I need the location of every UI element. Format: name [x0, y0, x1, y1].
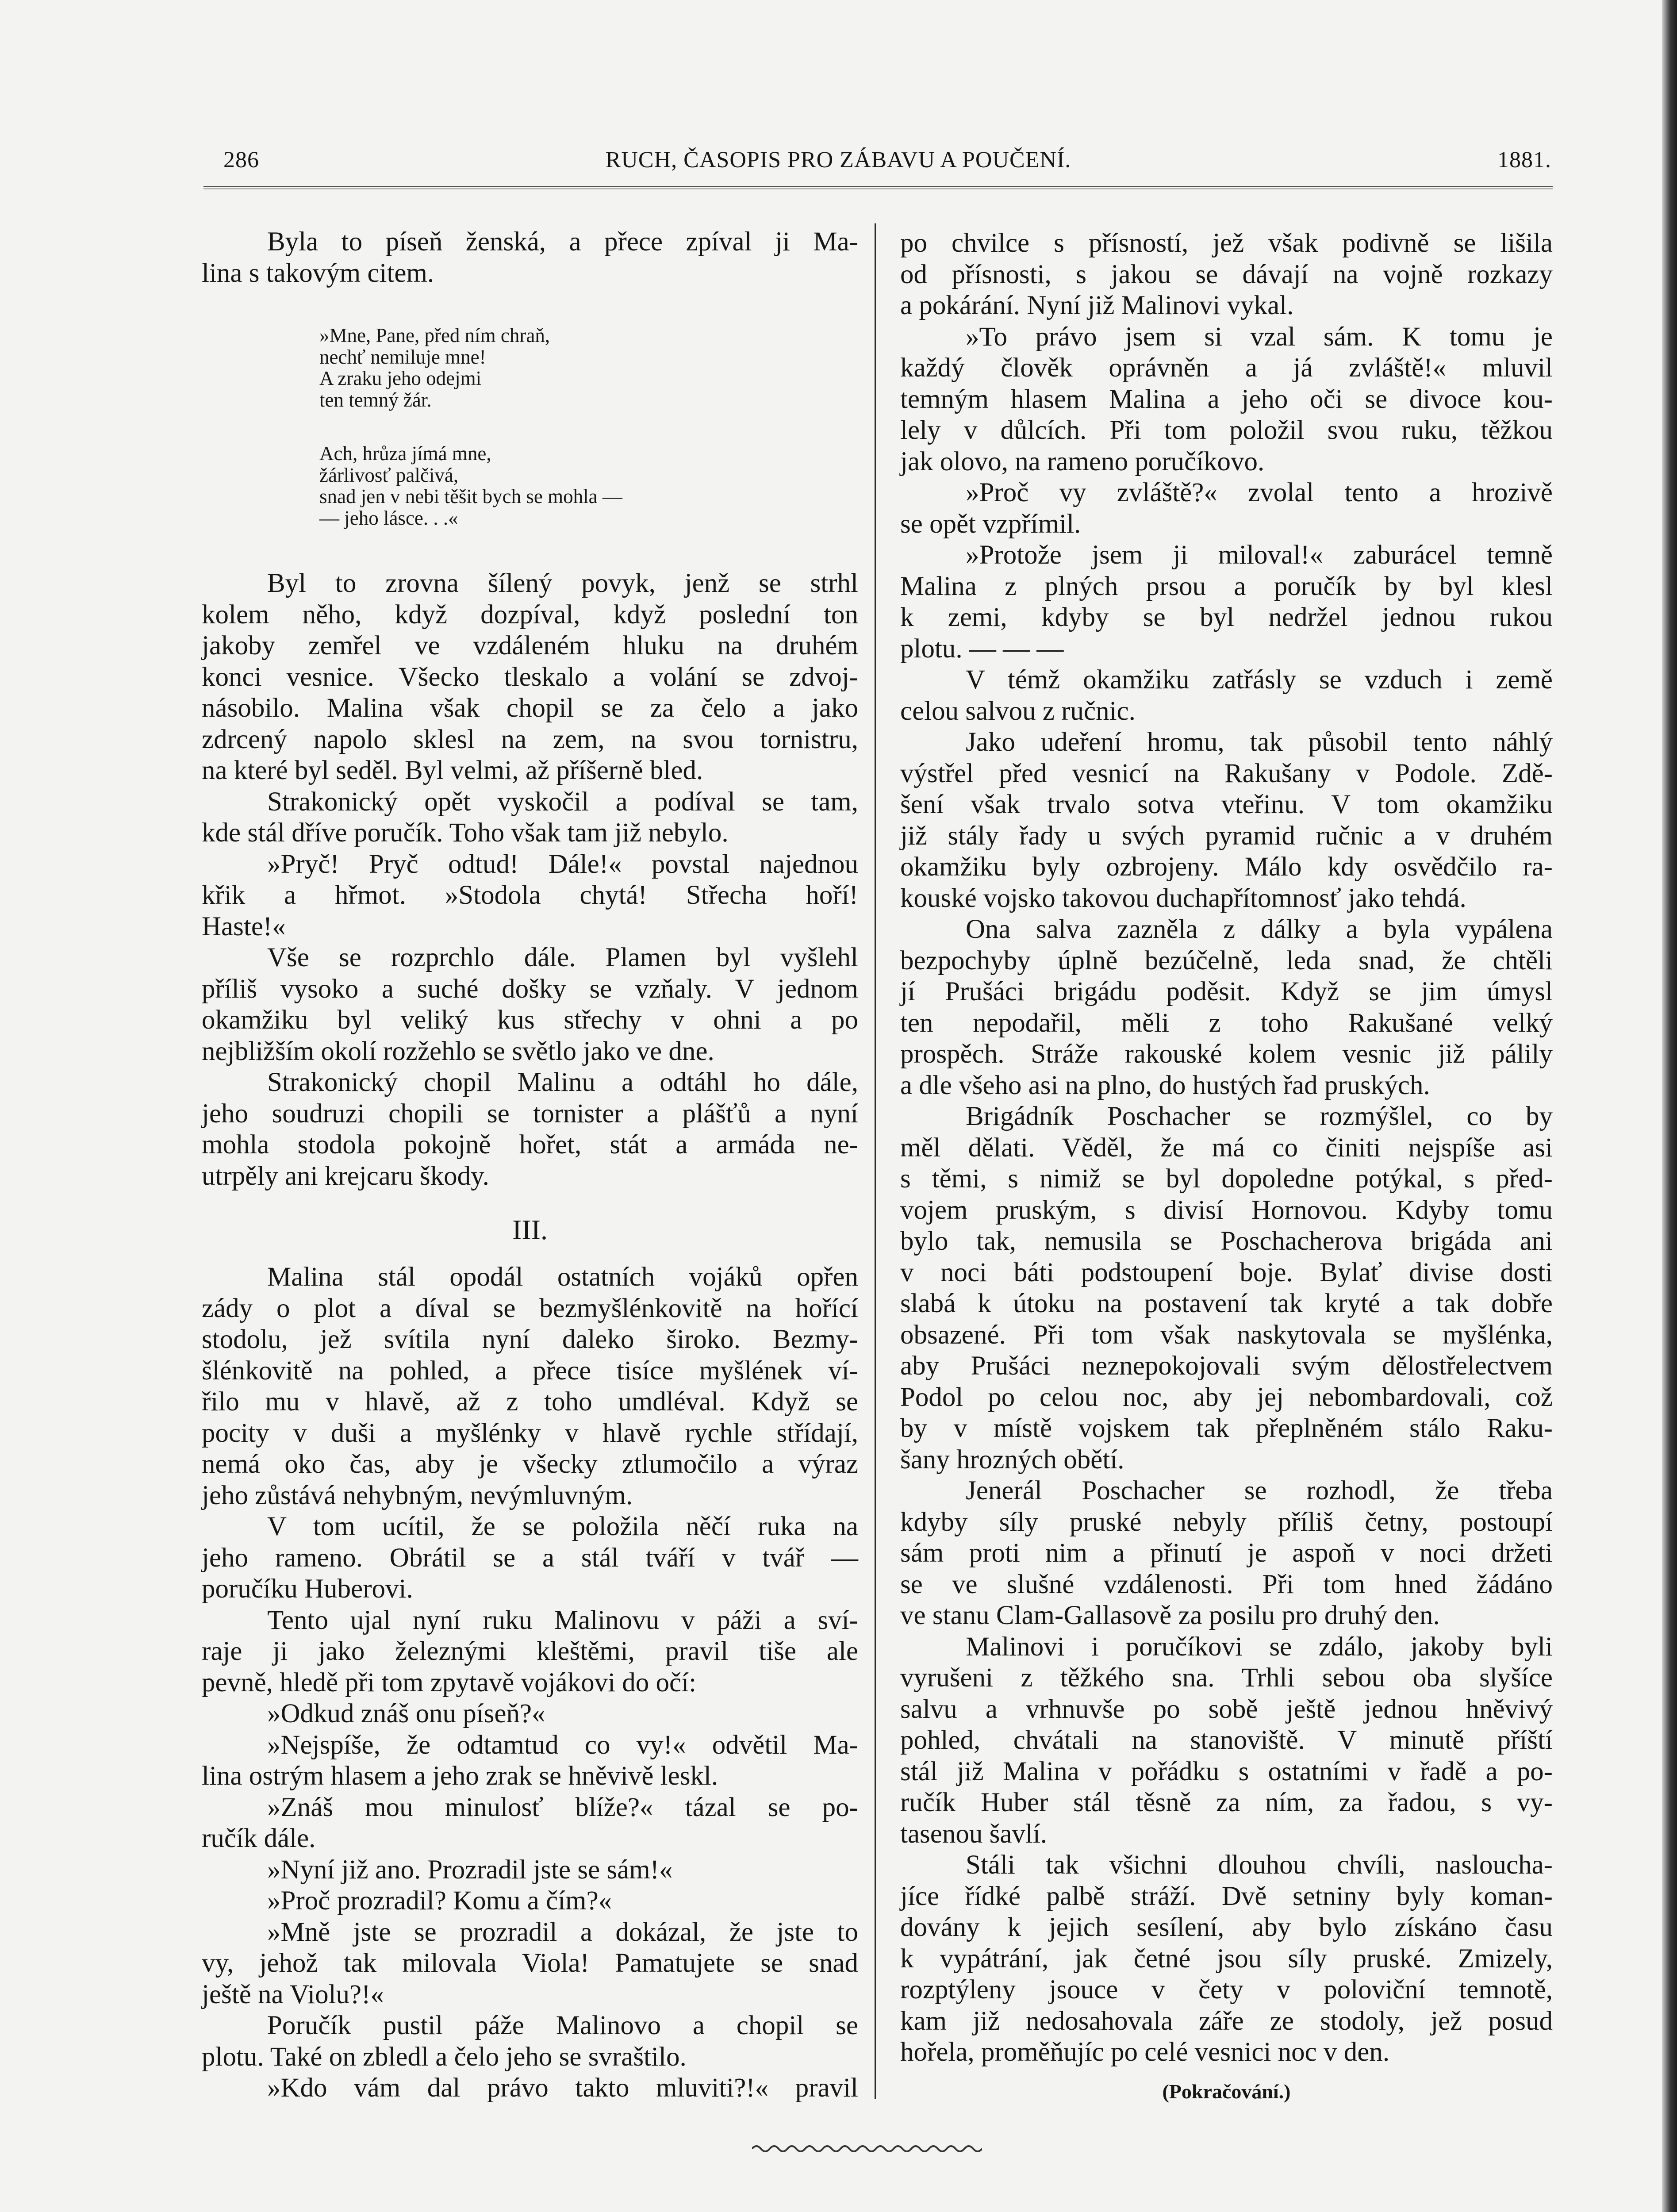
- text-line: v noci báti podstoupení boje. Bylať divise dosti: [900, 1257, 1553, 1287]
- text-line: »To právo jsem si vzal sám. K tomu je: [966, 322, 1553, 352]
- left-column-intro: [202, 227, 858, 289]
- poem-line: snad jen v nebi těšit bych se mohla —: [319, 485, 622, 507]
- text-line: násobilo. Malina však chopil se za čelo a jako: [202, 693, 858, 723]
- text-line: okamžiku byl veliký kus střechy v ohni a po: [202, 1005, 858, 1035]
- text-line: příliš vysoko a suché došky se vzňaly. V jednom: [202, 974, 858, 1004]
- text-line: okamžiku byly ozbrojeny. Málo kdy osvědčilo ra-: [900, 852, 1553, 882]
- poem-line: ten temný žár.: [319, 388, 432, 411]
- text-line: šení však trvalo sotva vteřinu. V tom okamžiku: [900, 790, 1553, 819]
- text-line: od přísnosti, s jakou se dávají na vojně rozkazy: [900, 259, 1553, 289]
- text-line: šany hrozných obětí.: [900, 1444, 1124, 1475]
- text-line: ručík Huber stál těsně za ním, za řadou, s vy-: [900, 1788, 1553, 1817]
- text-line: Vše se rozprchlo dále. Plamen byl vyšlehl: [267, 943, 858, 972]
- text-line: celou salvou z ručnic.: [900, 696, 1136, 726]
- text-line: plotu. — — —: [900, 634, 1064, 664]
- text-line: »Kdo vám dal právo takto mluviti?!« pravil: [267, 2073, 858, 2103]
- right-column-text: [900, 228, 1553, 2068]
- text-line: kouské vojsko takovou duchapřítomnosť jako tehdá.: [900, 883, 1466, 913]
- page-number: 286: [223, 147, 259, 173]
- text-line: na které byl seděl. Byl velmi, až příšerně bled.: [202, 756, 703, 785]
- text-line: dovány k jejich sesílení, aby bylo získáno času: [900, 1912, 1553, 1942]
- poem-line: Ach, hrůza jímá mne,: [319, 442, 491, 465]
- text-line: jak olovo, na rameno poručíkovo.: [900, 446, 1265, 476]
- text-line: V tom ucítil, že se položila něčí ruka na: [267, 1512, 858, 1541]
- text-line: ten nepodařil, měli z toho Rakušané velký: [900, 1008, 1553, 1038]
- poem-line: — jeho lásce. . .«: [319, 507, 458, 529]
- text-line: se ve slušné vzdálenosti. Při tom hned žádáno: [900, 1569, 1553, 1599]
- text-line: Byla to píseň ženská, a přece zpíval ji Ma-: [267, 227, 858, 257]
- text-line: již stály řady u svých pyramid ručnic a v druhém: [900, 821, 1553, 851]
- text-line: řilo mu v hlavě, až z toho umdléval. Když se: [202, 1387, 858, 1417]
- text-line: ještě na Violu?!«: [202, 1979, 384, 2009]
- poem-line: žárlivosť palčivá,: [319, 464, 459, 486]
- text-line: Byl to zrovna šílený povyk, jenž se strhl: [267, 568, 858, 598]
- text-line: výstřel před vesnicí na Rakušany v Podole. Zdě-: [900, 758, 1553, 788]
- text-line: mohla stodola pokojně hořet, stát a armáda ne-: [202, 1130, 858, 1160]
- text-line: stodolu, jež svítila nyní daleko široko. Bezmy-: [202, 1325, 858, 1354]
- text-line: Jenerál Poschacher se rozhodl, že třeba: [966, 1476, 1553, 1505]
- text-line: plotu. Také on zbledl a čelo jeho se svraštilo.: [202, 2042, 687, 2072]
- poem-line: nechť nemiluje mne!: [319, 346, 486, 368]
- text-line: nemá oko čas, aby je všecky ztlumočilo a výraz: [202, 1449, 858, 1479]
- text-line: šlénkovitě na pohled, a přece tisíce myšlének ví-: [202, 1356, 858, 1386]
- text-line: a dle všeho asi na plno, do hustých řad pruských.: [900, 1070, 1430, 1100]
- text-line: jakoby zemřel ve vzdáleném hluku na druhém: [202, 631, 858, 661]
- text-line: Poručík pustil páže Malinovo a chopil se: [267, 2011, 858, 2040]
- text-line: »Mně jste se prozradil a dokázal, že jste to: [267, 1917, 858, 1947]
- text-line: s těmi, s nimiž se byl dopoledne potýkal, s před-: [900, 1164, 1553, 1194]
- text-line: jeho soudruzi chopili se tornister a plášťů a nyní: [202, 1098, 858, 1129]
- text-line: ručík dále.: [202, 1824, 316, 1853]
- text-line: rozptýleny jsouce v čety v poloviční temnotě,: [900, 1975, 1553, 2005]
- text-line: poručíku Huberovi.: [202, 1574, 413, 1604]
- text-line: ve stanu Clam-Gallasově za posilu pro druhý den.: [900, 1601, 1440, 1630]
- text-line: pohled, chvátali na stanoviště. V minutě příští: [900, 1725, 1553, 1755]
- text-line: zdrcený napolo sklesl na zem, na svou tornistru,: [202, 724, 858, 754]
- text-line: »Znáš mou minulosť blíže?« tázal se po-: [267, 1792, 858, 1822]
- text-line: temným hlasem Malina a jeho oči se divoce kou-: [900, 384, 1553, 414]
- text-line: »Pryč! Pryč odtud! Dále!« povstal najednou: [267, 849, 858, 879]
- text-line: aby Prušáci neznepokojovali svým dělostřelectvem: [900, 1351, 1553, 1381]
- text-line: lina s takovým citem.: [202, 258, 434, 288]
- left-column-section-three: [202, 1262, 858, 2104]
- text-line: vojem pruským, s divisí Hornovou. Kdyby tomu: [900, 1195, 1553, 1225]
- text-line: »Odkud znáš onu píseň?«: [267, 1699, 545, 1728]
- text-line: každý člověk oprávněn a já zvláště!« mluvil: [900, 353, 1553, 383]
- text-line: jeho zůstává nehybným, nevýmluvným.: [202, 1480, 633, 1510]
- text-line: Malina stál opodál ostatních vojáků opřen: [267, 1262, 858, 1292]
- text-line: by v místě vojskem tak přeplněném stálo Raku-: [900, 1413, 1553, 1443]
- text-line: k vypátrání, jak četné jsou síly pruské. Zmizely,: [900, 1943, 1553, 1974]
- text-line: utrpěly ani krejcaru škody.: [202, 1161, 489, 1191]
- text-line: vy, jehož tak milovala Viola! Pamatujete se snad: [202, 1948, 858, 1978]
- text-line: raje ji jako železnými kleštěmi, pravil tiše ale: [202, 1636, 858, 1666]
- text-line: prospěch. Stráže rakouské kolem vesnic již pálily: [900, 1039, 1553, 1069]
- header-rule: [203, 186, 1553, 189]
- scan-page-edge: [1662, 0, 1677, 2212]
- text-line: jí Prušáci brigádu poděsit. Když se jim úmysl: [900, 977, 1553, 1006]
- wavy-ornament: [752, 2139, 982, 2157]
- text-line: Stáli tak všichni dlouhou chvíli, naslouchа-: [966, 1850, 1553, 1880]
- poem-stanza-1: [319, 325, 550, 411]
- section-heading: III.: [512, 1214, 548, 1245]
- text-line: tasenou šavlí.: [900, 1819, 1048, 1849]
- text-line: Malina z plných prsou a poručík by byl klesl: [900, 571, 1553, 601]
- text-line: bylo tak, nemusila se Poschacherova brigáda ani: [900, 1226, 1553, 1256]
- text-line: nejbližším okolí rozžehlo se světlo jako ve dne.: [202, 1036, 714, 1066]
- text-line: »Nejspíše, že odtamtud co vy!« odvětil Ma-: [267, 1730, 858, 1760]
- text-line: Ona salva zazněla z dálky a byla vypálena: [966, 914, 1553, 944]
- text-line: jíce řídké palbě stráží. Dvě setniny byly koman-: [900, 1881, 1553, 1911]
- text-line: kam již nedosahovala záře ze stodoly, jež posud: [900, 2006, 1553, 2036]
- poem-stanza-2: [319, 443, 622, 529]
- text-line: a pokárání. Nyní již Malinovi vykal.: [900, 291, 1294, 320]
- text-line: kde stál dříve poručík. Toho však tam již nebylo.: [202, 818, 729, 848]
- left-column-text: [202, 568, 858, 1192]
- text-line: hořela, proměňujíc po celé vesnici noc v den.: [900, 2037, 1390, 2067]
- text-line: »Proč vy zvláště?« zvolal tento a hrozivě: [966, 478, 1553, 507]
- text-line: lina ostrým hlasem a jeho zrak se hněvivě leskl.: [202, 1761, 718, 1791]
- text-line: Strakonický opět vyskočil a podíval se tam,: [267, 787, 858, 817]
- text-line: bezpochyby úplně bezúčelně, leda snad, že chtěli: [900, 945, 1553, 975]
- column-divider: [875, 223, 876, 2099]
- year: 1881.: [1497, 147, 1551, 173]
- text-line: pevně, hledě při tom zpytavě vojákovi do očí:: [202, 1667, 697, 1697]
- text-line: salvu a vrhnuvše po sobě ještě jednou hněvivý: [900, 1694, 1553, 1724]
- text-line: kolem něho, když dozpíval, když poslední ton: [202, 599, 858, 630]
- text-line: Malinovi i poručíkovi se zdálo, jakoby byli: [966, 1632, 1553, 1662]
- text-line: k zemi, kdyby se byl nedržel jednou rukou: [900, 603, 1553, 632]
- text-line: Strakonický chopil Malinu a odtáhl ho dále,: [267, 1068, 858, 1097]
- text-line: jeho rameno. Obrátil se a stál tváří v tvář —: [202, 1543, 858, 1573]
- text-line: stál již Malina v pořádku s ostatními v řadě a po-: [900, 1756, 1553, 1786]
- text-line: »Nyní již ano. Prozradil jste se sám!«: [267, 1855, 673, 1885]
- poem-line: A zraku jeho odejmi: [319, 367, 482, 389]
- text-line: Haste!«: [202, 911, 286, 941]
- text-line: kdyby síly pruské nebyly příliš četny, postoupí: [900, 1507, 1553, 1537]
- text-line: vyrušeni z těžkého sna. Trhli sebou oba slyšíce: [900, 1663, 1553, 1693]
- text-line: V témž okamžiku zatřásly se vzduch i země: [966, 665, 1553, 695]
- text-line: Jako udeření hromu, tak působil tento náhlý: [966, 727, 1553, 757]
- text-line: obsazené. Při tom však naskytovala se myšlénka,: [900, 1320, 1553, 1350]
- text-line: zády o plot a díval se bezmyšlénkovitě na hořící: [202, 1293, 858, 1323]
- poem-line: »Mne, Pane, před ním chraň,: [319, 324, 550, 346]
- text-line: »Proč prozradil? Komu a čím?«: [267, 1886, 612, 1916]
- text-line: pocity v duši a myšlénky v hlavě rychle střídají,: [202, 1418, 858, 1448]
- running-title: RUCH, ČASOPIS PRO ZÁBAVU A POUČENÍ.: [605, 147, 1071, 173]
- text-line: Brigádník Poschacher se rozmýšlel, co by: [966, 1102, 1553, 1131]
- text-line: se opět vzpřímil.: [900, 509, 1081, 539]
- text-line: sám proti nim a přinutí je aspoň v noci držeti: [900, 1538, 1553, 1568]
- text-line: křik a hřmot. »Stodola chytá! Střecha hoří!: [202, 880, 858, 910]
- text-line: »Protože jsem ji miloval!« zaburácel temně: [966, 540, 1553, 570]
- continuation-note: (Pokračování.): [1162, 2080, 1291, 2103]
- text-line: Podol po celou noc, aby jej nebombardovali, což: [900, 1382, 1553, 1412]
- text-line: slabá k útoku na postavení tak kryté a tak dobře: [900, 1289, 1553, 1318]
- text-line: po chvilce s přísností, jež však podivně se lišila: [900, 228, 1553, 258]
- text-line: měl dělati. Věděl, že má co činiti nejspíše asi: [900, 1133, 1553, 1163]
- text-line: Tento ujal nyní ruku Malinovu v páži a sví-: [267, 1605, 858, 1635]
- text-line: konci vesnice. Všecko tleskalo a volání se zdvoj-: [202, 662, 858, 692]
- text-line: lely v důlcích. Při tom položil svou ruku, těžkou: [900, 415, 1553, 445]
